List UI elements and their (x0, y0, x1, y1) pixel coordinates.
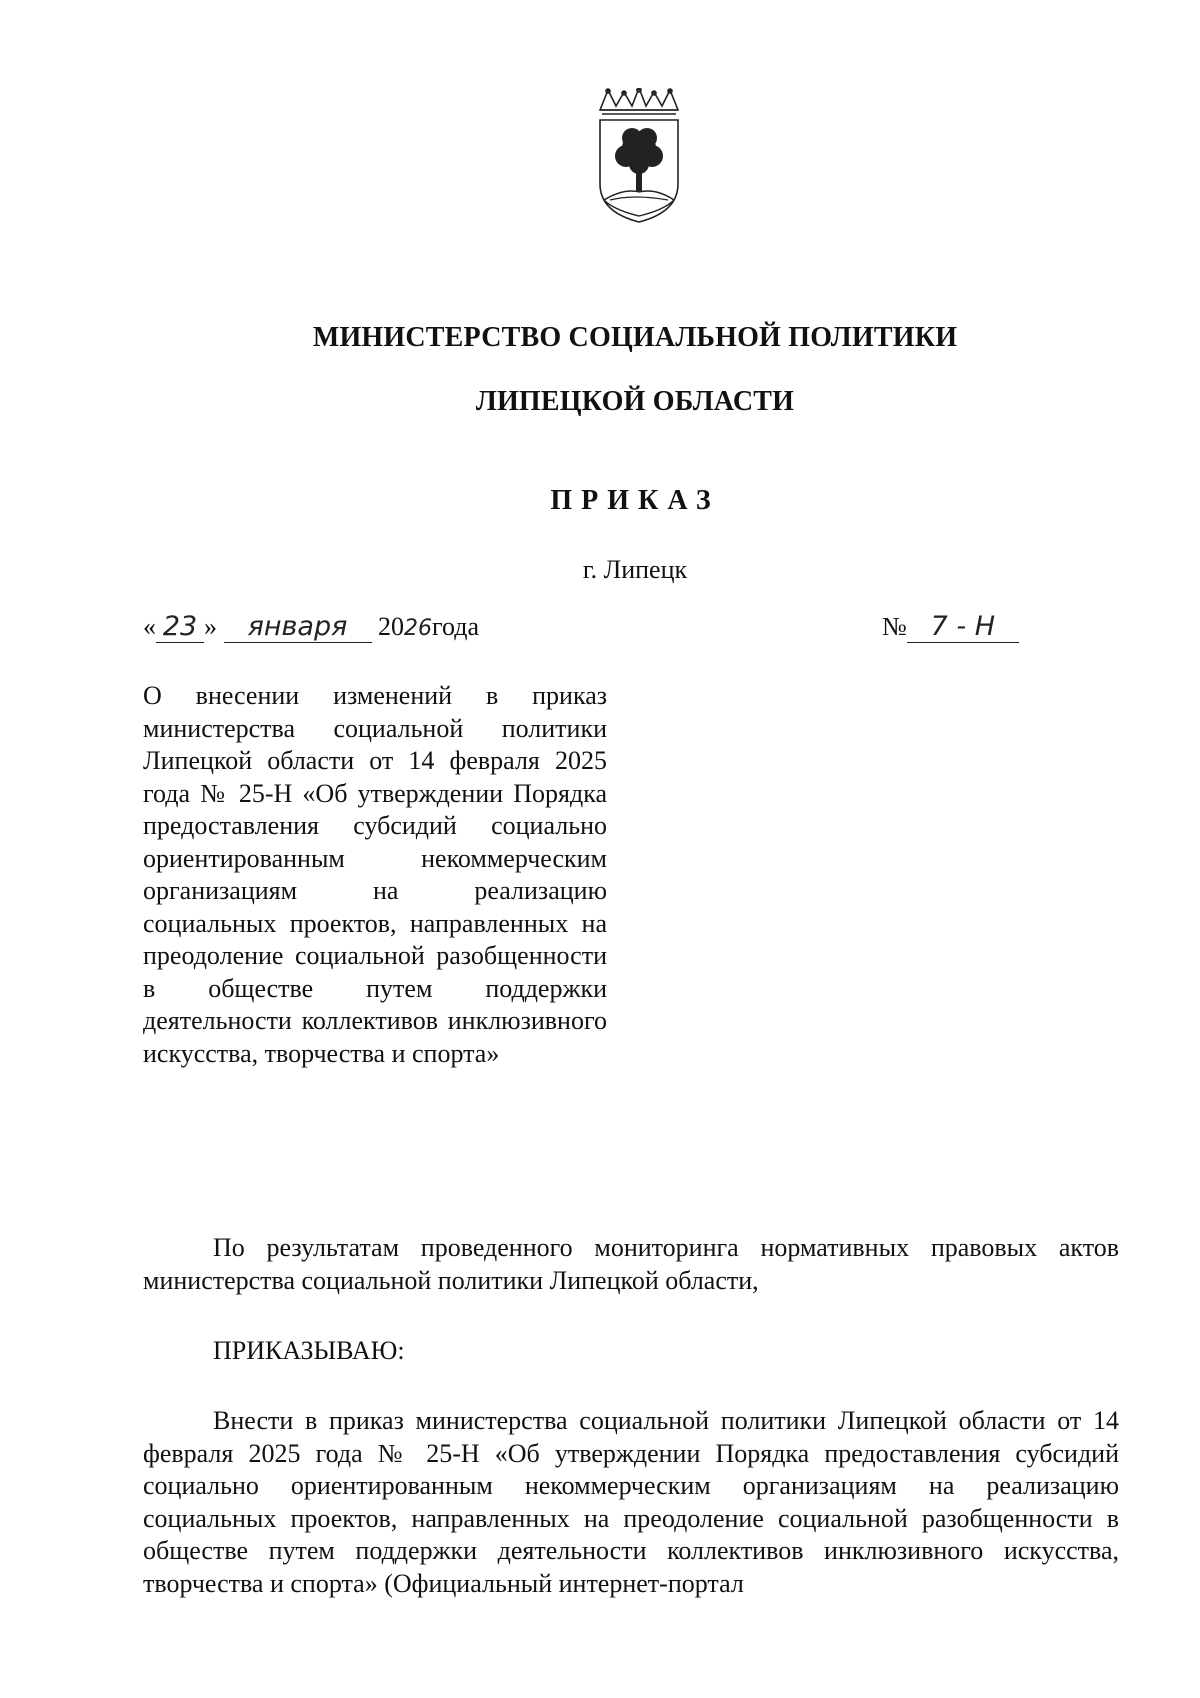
order-number (882, 612, 1019, 643)
date-year-word: года (432, 612, 480, 641)
date-close-quote: » (204, 612, 217, 641)
order-subject: О внесении изменений в приказ министерства социальной политики Липецкой области от 14 февраля 2025 года № 25-Н «Об утверждении Порядка предоставления субсидий социально ориентированным некоммерческим организациям на реализацию социальных проектов, направленных на преодоление социальной разобщенности в обществе путем поддержки деятельности коллективов инклюзивного искусства, творчества и спорта» (143, 681, 607, 1068)
order-date (143, 612, 479, 643)
date-month: января (224, 612, 372, 643)
coat-of-arms-icon (594, 88, 684, 224)
preamble-paragraph: По результатам проведенного мониторинга нормативных правовых актов министерства социальной политики Липецкой области, (143, 1233, 1119, 1295)
date-year-suffix: 26 (404, 616, 432, 641)
order-word: ПРИКАЗЫВАЮ: (213, 1336, 405, 1365)
number-value: 7 - Н (907, 612, 1019, 643)
ministry-title-line2: ЛИПЕЦКОЙ ОБЛАСТИ (475, 386, 795, 417)
document-type: ПРИКАЗ (550, 485, 720, 516)
city: г. Липецк (582, 555, 688, 584)
ministry-title-line1: МИНИСТЕРСТВО СОЦИАЛЬНОЙ ПОЛИТИКИ (312, 322, 958, 353)
order-paragraph: Внести в приказ министерства социальной политики Липецкой области от 14 февраля 2025 года № 25-Н «Об утверждении Порядка предоставления субсидий социально ориентированным некоммерческим организациям на реализацию социальных проектов, направленных на преодоление социальной разобщенности в обществе путем поддержки деятельности коллективов инклюзивного искусства, творчества и спорта» (Официальный интернет-портал (143, 1406, 1119, 1598)
date-day: 23 (156, 612, 204, 643)
date-year-prefix: 20 (378, 612, 404, 641)
date-open-quote: « (143, 612, 156, 641)
number-sign: № (882, 612, 907, 641)
